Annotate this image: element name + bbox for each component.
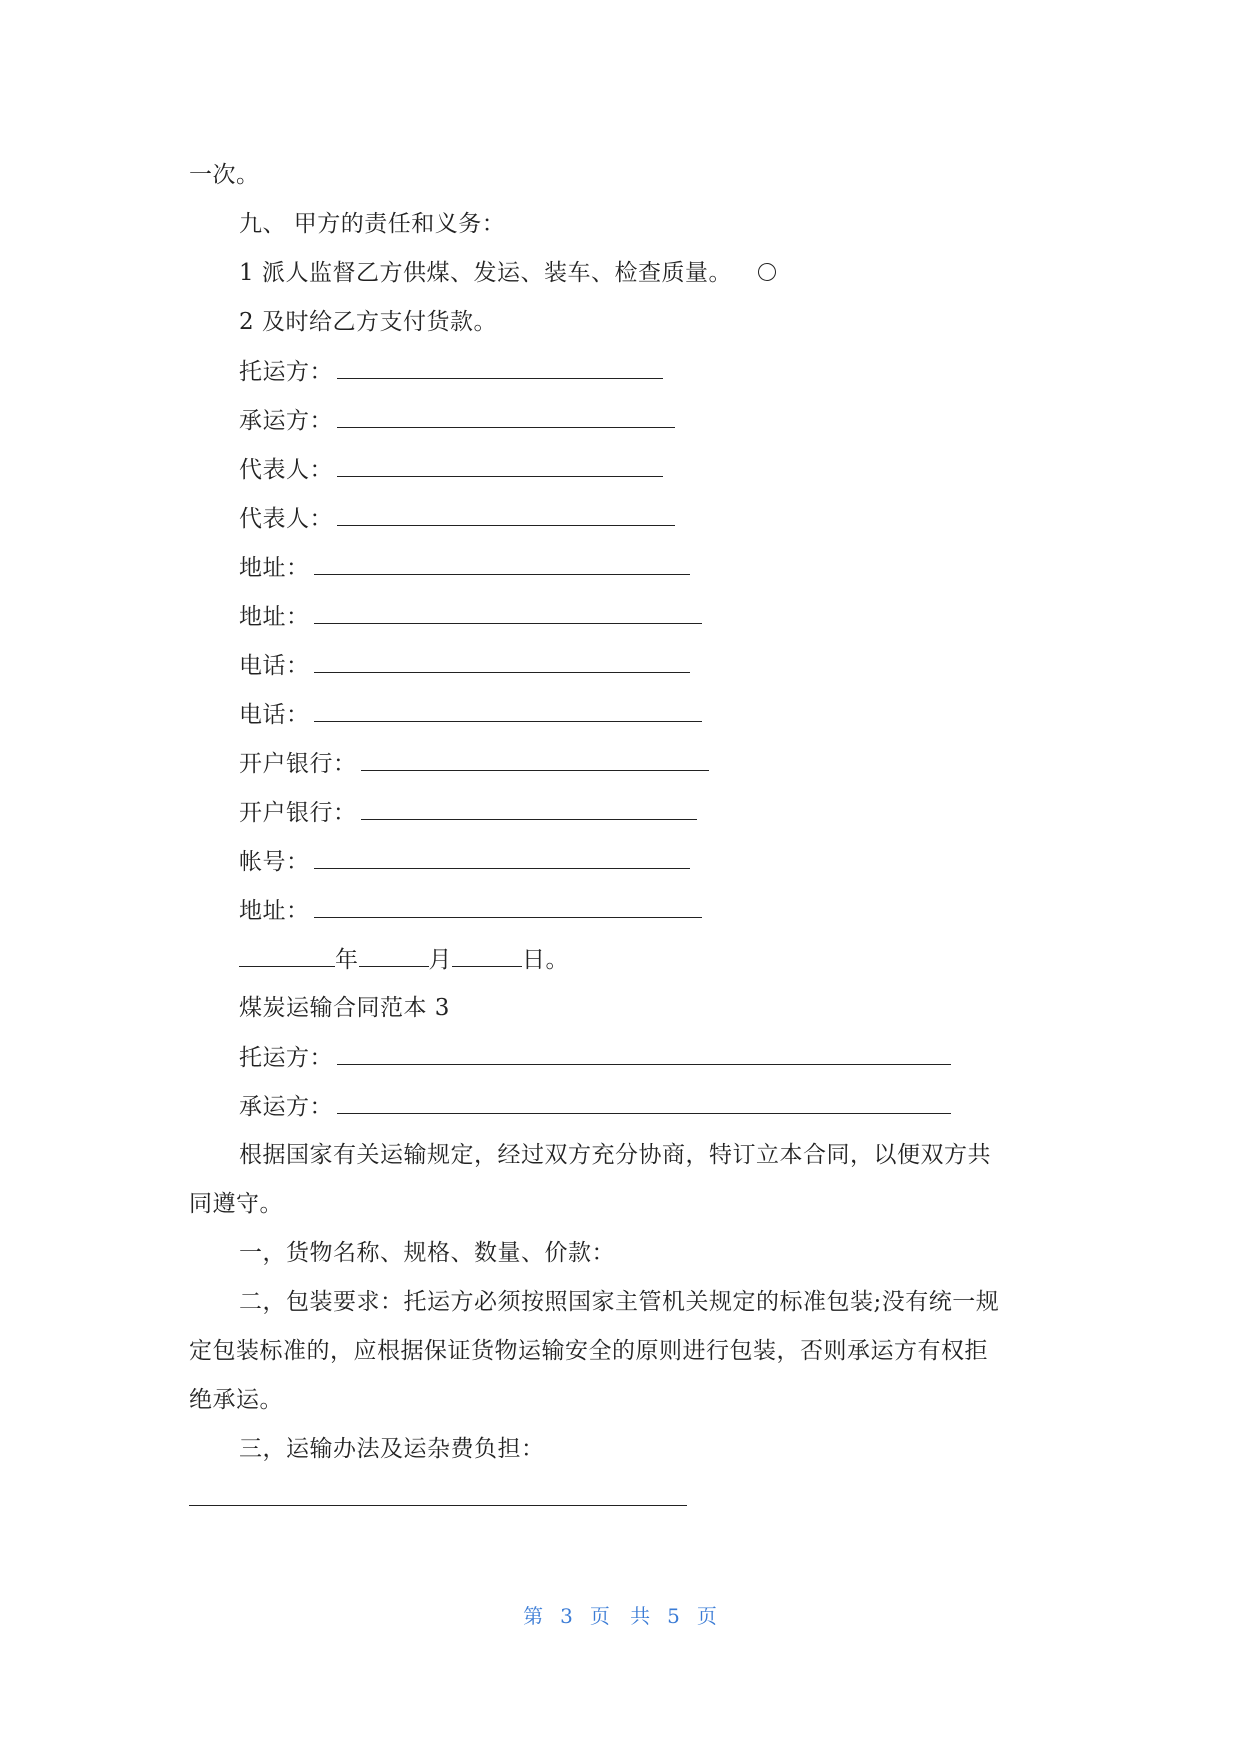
text-line	[189, 160, 260, 190]
day-label: 日。	[522, 947, 569, 973]
text-line	[239, 258, 776, 288]
form-line-bank	[239, 748, 709, 779]
form-line-address	[239, 895, 702, 926]
footer-suffix: 页	[696, 1604, 718, 1628]
field-label: 地址：	[239, 898, 310, 924]
text: 2 及时给乙方支付货款。	[239, 309, 497, 335]
field-label: 地址：	[239, 555, 310, 581]
contract-title	[239, 993, 450, 1023]
paragraph-line	[189, 1189, 283, 1219]
blank-field	[361, 748, 709, 771]
blank-field	[314, 601, 702, 624]
text: 绝承运。	[189, 1387, 283, 1413]
text: 一，货物名称、规格、数量、价款：	[239, 1240, 615, 1266]
blank-field	[361, 797, 697, 820]
field-label: 代表人：	[239, 457, 333, 483]
form-line-bank	[239, 797, 697, 828]
field-label: 托运方：	[239, 359, 333, 385]
current-page-number: 3	[560, 1604, 574, 1628]
text: 一次。	[189, 162, 260, 188]
blank-day	[452, 944, 522, 967]
blank-field	[189, 1483, 687, 1506]
footer-mid: 页 共	[589, 1604, 652, 1628]
text: 煤炭运输合同范本 3	[239, 995, 450, 1021]
blank-field	[337, 454, 663, 477]
text: 二，包装要求：托运方必须按照国家主管机关规定的标准包装;没有统一规	[239, 1289, 1000, 1315]
paragraph-line	[189, 1385, 283, 1415]
text-line	[239, 307, 497, 337]
text: 根据国家有关运输规定，经过双方充分协商，特订立本合同，以便双方共	[239, 1142, 991, 1168]
form-line-account	[239, 846, 690, 877]
form-line-representative	[239, 503, 675, 534]
blank-month	[359, 944, 429, 967]
circle-mark-icon	[758, 263, 776, 281]
clause-1	[239, 1238, 615, 1268]
paragraph-line	[239, 1140, 991, 1170]
footer-prefix: 第	[523, 1604, 545, 1628]
field-label: 地址：	[239, 604, 310, 630]
form-line-phone	[239, 699, 702, 730]
blank-field	[337, 1042, 951, 1065]
month-label: 月	[428, 947, 452, 973]
form-line-shipper	[239, 1042, 951, 1073]
blank-field	[314, 552, 690, 575]
text: 三，运输办法及运杂费负担：	[239, 1436, 545, 1462]
form-line-phone	[239, 650, 690, 681]
clause-3	[239, 1434, 545, 1464]
form-line-carrier	[239, 1091, 951, 1122]
field-label: 电话：	[239, 653, 310, 679]
form-line-address	[239, 601, 702, 632]
form-line-shipper	[239, 356, 663, 387]
field-label: 开户银行：	[239, 751, 357, 777]
blank-field	[314, 846, 690, 869]
blank-field	[337, 356, 663, 379]
paragraph-line	[189, 1336, 988, 1366]
clause-2	[239, 1287, 999, 1317]
blank-line	[189, 1483, 687, 1514]
text: 1 派人监督乙方供煤、发运、装车、检查质量。	[239, 260, 732, 286]
blank-field	[314, 699, 702, 722]
blank-field	[337, 405, 675, 428]
total-pages-number: 5	[667, 1604, 681, 1628]
field-label: 开户银行：	[239, 800, 357, 826]
section-heading-9	[239, 209, 505, 239]
page-footer	[0, 1600, 1241, 1629]
form-line-address	[239, 552, 690, 583]
blank-field	[314, 650, 690, 673]
date-line	[239, 944, 569, 975]
field-label: 承运方：	[239, 408, 333, 434]
blank-field	[337, 1091, 951, 1114]
text: 同遵守。	[189, 1191, 283, 1217]
form-line-representative	[239, 454, 663, 485]
text: 定包装标准的，应根据保证货物运输安全的原则进行包装，否则承运方有权拒	[189, 1338, 988, 1364]
field-label: 承运方：	[239, 1094, 333, 1120]
year-label: 年	[335, 947, 359, 973]
form-line-carrier	[239, 405, 675, 436]
text: 九、 甲方的责任和义务：	[239, 211, 506, 237]
blank-year	[239, 944, 335, 967]
blank-field	[314, 895, 702, 918]
field-label: 代表人：	[239, 506, 333, 532]
field-label: 托运方：	[239, 1045, 333, 1071]
blank-field	[337, 503, 675, 526]
field-label: 帐号：	[239, 849, 310, 875]
field-label: 电话：	[239, 702, 310, 728]
